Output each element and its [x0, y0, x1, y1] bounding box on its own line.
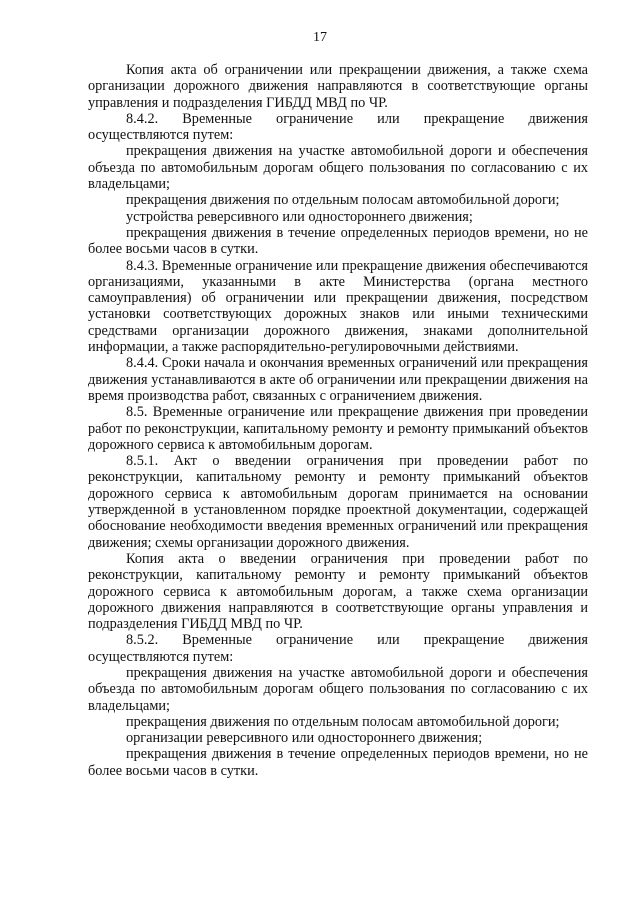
paragraph-8-4-2: 8.4.2. Временные ограничение или прекращение движения осуществляются путем: — [88, 110, 588, 144]
paragraph-8-4-4: 8.4.4. Сроки начала и окончания временных ограничений или прекращения движения устанавливаются в акте об ограничении или прекращении движения на время производства работ, связанных с ограничением движения. — [88, 355, 588, 404]
page-number: 17 — [313, 30, 327, 45]
list-item-lane-closure: прекращения движения по отдельным полосам автомобильной дороги; — [126, 192, 560, 209]
paragraph-act-copy-distribution: Копия акта об ограничении или прекращении движения, а также схема организации дорожного движения направляются в соответствующие органы управления и подразделения ГИБДД МВД по ЧР. — [88, 62, 588, 111]
list-item-time-period-closure-2: прекращения движения в течение определенных периодов времени, но не более восьми часов в сутки. — [88, 746, 588, 779]
paragraph-act-copy-reconstruction: Копия акта о введении ограничения при проведении работ по реконструкции, капитальному ремонту и ремонту примыканий объектов дорожного сервиса к автомобильным дорогам, а также схема организации дорожного движения направляются в соответствующие органы управления и подразделения ГИБДД МВД по ЧР. — [88, 550, 588, 633]
list-item-road-section-closure-2: прекращения движения на участке автомобильной дороги и обеспечения объезда по автомобильным дорогам общего пользования по согласованию с их владельцами; — [88, 664, 588, 714]
list-item-lane-closure-2: прекращения движения по отдельным полосам автомобильной дороги; — [126, 713, 560, 730]
paragraph-8-5-1: 8.5.1. Акт о введении ограничения при проведении работ по реконструкции, капитальному ремонту и ремонту примыканий объектов дорожного сервиса к автомобильным дорогам принимается на основании утвержденной в установленном порядке проектной документации, содержащей обоснование необходимости введения временных ограничений или прекращения движения; схемы организации дорожного движения. — [88, 453, 588, 551]
list-item-time-period-closure: прекращения движения в течение определенных периодов времени, но не более восьми часов в сутки. — [88, 224, 588, 258]
document-body — [88, 62, 588, 779]
paragraph-8-4-3: 8.4.3. Временные ограничение или прекращение движения обеспечиваются организациями, указанными в акте Министерства (органа местного самоуправления) об ограничении или прекращении движения, посредством установки соответствующих дорожных знаков или иными техническими средствами организации дорожного движения, знаками дополнительной информации, а также распорядительно-регулировочными действиями. — [88, 257, 588, 356]
paragraph-8-5-2: 8.5.2. Временные ограничение или прекращение движения осуществляются путем: — [88, 632, 588, 665]
list-item-reversible-traffic: устройства реверсивного или одностороннего движения; — [126, 208, 473, 225]
list-item-reversible-traffic-2: организации реверсивного или одностороннего движения; — [126, 730, 483, 747]
list-item-road-section-closure: прекращения движения на участке автомобильной дороги и обеспечения объезда по автомобильным дорогам общего пользования по согласованию с их владельцами; — [88, 143, 588, 193]
paragraph-8-5: 8.5. Временные ограничение или прекращение движения при проведении работ по реконструкции, капитальному ремонту и ремонту примыканий объектов дорожного сервиса к автомобильным дорогам. — [88, 404, 588, 453]
